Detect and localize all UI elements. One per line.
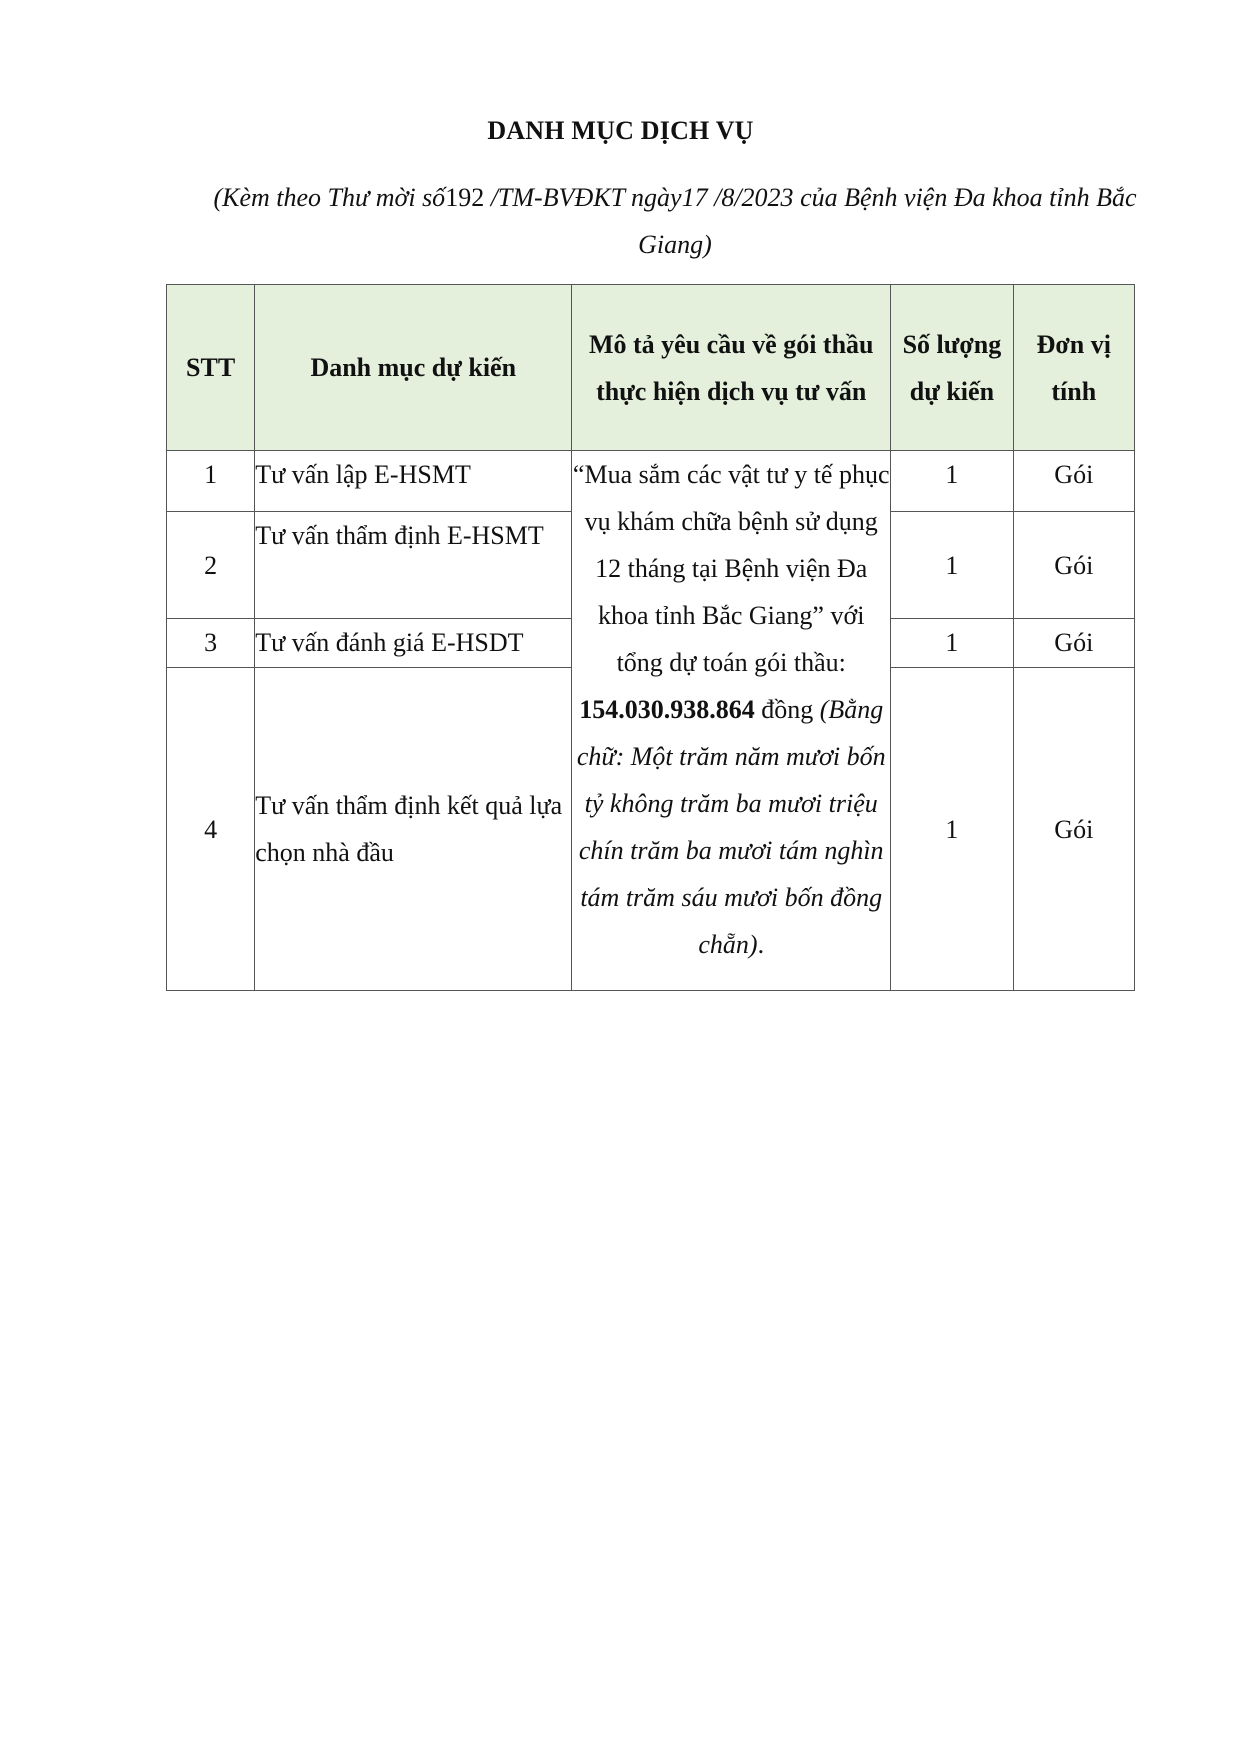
header-stt: STT	[167, 285, 255, 451]
header-unit: Đơn vị tính	[1013, 285, 1134, 451]
document-title: DANH MỤC DỊCH VỤ	[487, 116, 754, 145]
row-category: Tư vấn thẩm định E-HSMT	[255, 512, 572, 619]
row-stt: 1	[167, 451, 255, 512]
package-description	[572, 451, 891, 991]
estimated-amount: 154.030.938.864	[579, 695, 755, 724]
row-quantity: 1	[891, 451, 1013, 512]
subtitle-prefix: (Kèm theo Thư mời số	[213, 183, 446, 212]
header-quantity: Số lượng dự kiến	[891, 285, 1013, 451]
row-unit: Gói	[1013, 619, 1134, 668]
description-end: .	[757, 930, 765, 959]
row-unit: Gói	[1013, 668, 1134, 991]
row-category: Tư vấn đánh giá E-HSDT	[255, 619, 572, 668]
row-stt: 2	[167, 512, 255, 619]
amount-in-words: (Bằng chữ: Một trăm năm mươi bốn tỷ không trăm ba mươi triệu chín trăm ba mươi tám nghìn tám trăm sáu mươi bốn đồng chẵn)	[576, 695, 886, 959]
row-quantity: 1	[891, 619, 1013, 668]
row-category: Tư vấn lập E-HSMT	[255, 451, 572, 512]
row-stt: 3	[167, 619, 255, 668]
table-header-row	[167, 285, 1135, 451]
description-text: “Mua sắm các vật tư y tế phục vụ khám chữa bệnh sử dụng 12 tháng tại Bệnh viện Đa khoa tỉnh Bắc Giang” với tổng dự toán gói thầu:	[572, 460, 890, 677]
header-description: Mô tả yêu cầu về gói thầu thực hiện dịch vụ tư vấn	[572, 285, 891, 451]
service-table	[166, 284, 1135, 991]
row-quantity: 1	[891, 512, 1013, 619]
letter-number: 192	[445, 183, 485, 212]
table-row	[167, 451, 1135, 512]
row-quantity: 1	[891, 668, 1013, 991]
subtitle-middle: /TM-BVĐKT ngày	[484, 183, 682, 212]
header-category: Danh mục dự kiến	[255, 285, 572, 451]
row-unit: Gói	[1013, 451, 1134, 512]
row-unit: Gói	[1013, 512, 1134, 619]
document-subtitle	[196, 174, 1154, 268]
row-stt: 4	[167, 668, 255, 991]
letter-date: 17 /8/2023	[681, 183, 794, 212]
row-category: Tư vấn thẩm định kết quả lựa chọn nhà đầu	[255, 668, 572, 991]
currency: đồng	[754, 695, 820, 724]
subtitle-suffix: của Bệnh viện Đa khoa tỉnh Bắc Giang)	[638, 183, 1137, 259]
